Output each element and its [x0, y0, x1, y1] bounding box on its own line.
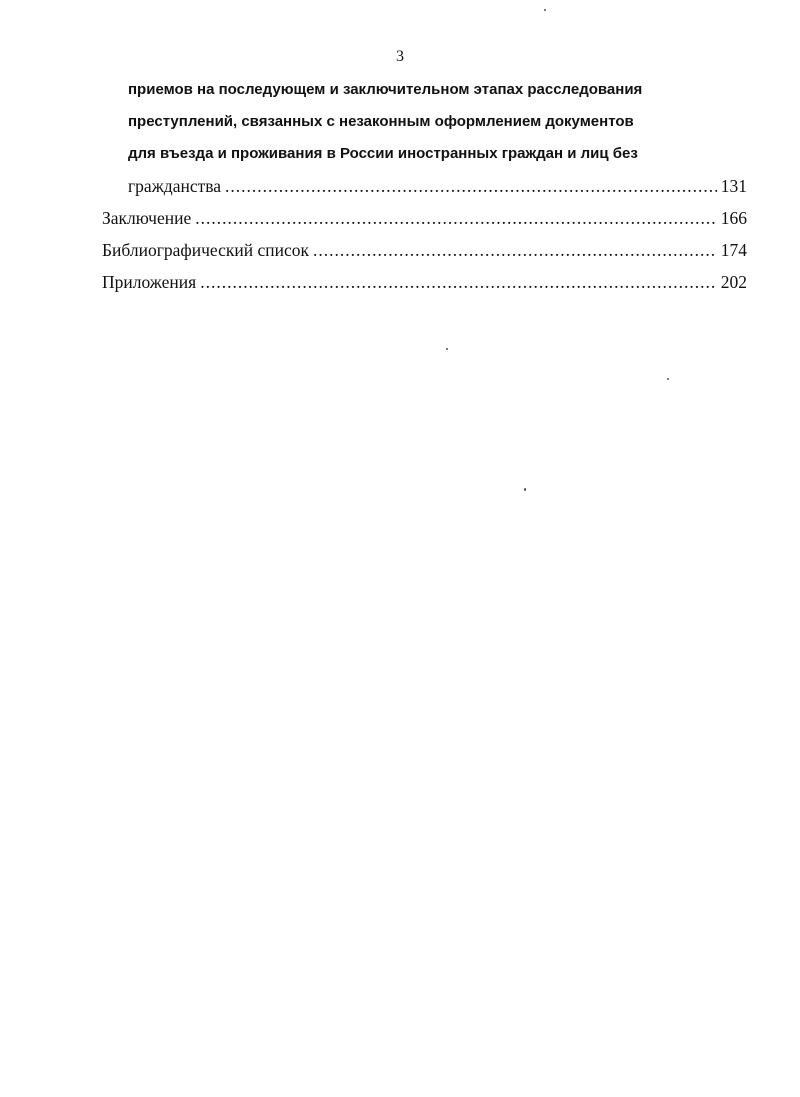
toc-entry-page: 166 [720, 208, 747, 228]
toc-entry-page: 131 [720, 176, 747, 196]
toc-entry [102, 266, 747, 298]
toc-entry-title: Заключение [102, 208, 192, 228]
toc-dot-leader [200, 266, 717, 298]
table-of-contents [102, 74, 747, 298]
toc-dot-leader [313, 234, 717, 266]
toc-entry-title: гражданства [128, 176, 222, 196]
toc-continuation-line: приемов на последующем и заключительном этапах расследования [128, 81, 643, 98]
toc-dot-leader [225, 170, 717, 202]
toc-entry [102, 170, 747, 202]
toc-entry-page: 174 [720, 240, 747, 260]
toc-entry [102, 202, 747, 234]
toc-entry-page: 202 [720, 272, 747, 292]
toc-entry-title: Приложения [102, 272, 197, 292]
scan-speck [667, 378, 669, 380]
toc-continuation-line: преступлений, связанных с незаконным оформлением документов [128, 113, 634, 130]
toc-dot-leader [195, 202, 717, 234]
toc-continuation-line: для въезда и проживания в России иностранных граждан и лиц без [128, 145, 638, 162]
scan-speck [524, 488, 526, 491]
page-number: 3 [396, 48, 404, 65]
toc-entry-title: Библиографический список [102, 240, 310, 260]
scan-speck [544, 9, 546, 11]
scan-speck [446, 348, 448, 350]
toc-entry [102, 234, 747, 266]
